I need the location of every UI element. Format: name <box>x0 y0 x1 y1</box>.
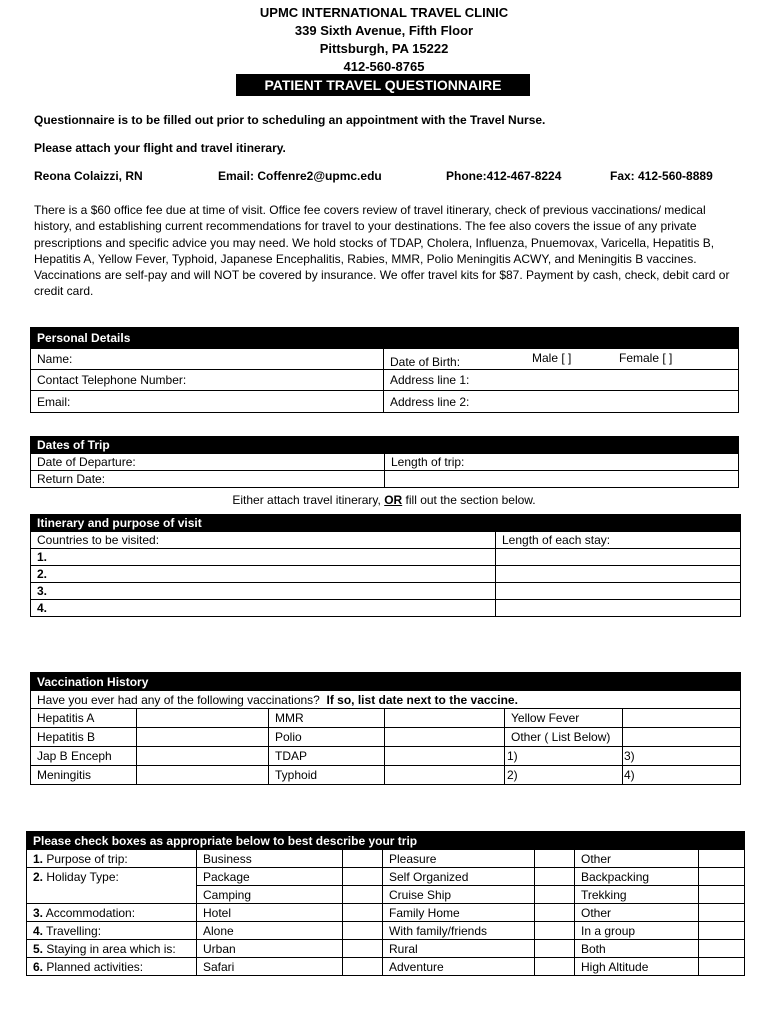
option-urban: Urban <box>197 940 343 958</box>
row-label: Holiday Type: <box>43 869 119 884</box>
vaccine-date-cell[interactable] <box>137 766 269 785</box>
checkbox-rural[interactable] <box>535 940 575 958</box>
planned-activities-label <box>27 958 197 976</box>
option-cruise-ship: Cruise Ship <box>383 886 535 904</box>
vaccine-date-cell[interactable] <box>385 709 505 728</box>
checkbox-business[interactable] <box>343 850 383 868</box>
stay-row-3[interactable] <box>496 583 741 600</box>
vaccine-date-cell[interactable] <box>137 747 269 766</box>
checkbox-cruise-ship[interactable] <box>535 886 575 904</box>
option-adventure: Adventure <box>383 958 535 976</box>
holiday-type-label-continued <box>27 886 197 904</box>
countries-header: Countries to be visited: <box>31 532 496 549</box>
blank-cell <box>385 471 739 488</box>
country-row-1[interactable]: 1. <box>31 549 496 566</box>
name-field[interactable]: Name: <box>31 349 384 370</box>
personal-details-heading: Personal Details <box>31 328 739 349</box>
trip-length-field[interactable]: Length of trip: <box>385 454 739 471</box>
length-stay-header: Length of each stay: <box>496 532 741 549</box>
checkbox-trekking[interactable] <box>699 886 745 904</box>
other-vaccine-1[interactable]: 1) <box>505 747 623 766</box>
vaccine-mmr: MMR <box>269 709 385 728</box>
checkbox-backpacking[interactable] <box>699 868 745 886</box>
address-line1-field[interactable]: Address line 1: <box>384 370 739 391</box>
checkbox-alone[interactable] <box>343 922 383 940</box>
note-text-before: Either attach travel itinerary, <box>232 493 385 507</box>
option-camping: Camping <box>197 886 343 904</box>
clinic-address-line1: 339 Sixth Avenue, Fifth Floor <box>294 23 474 38</box>
holiday-type-label <box>27 868 197 886</box>
dob-label: Date of Birth: <box>390 355 461 369</box>
vaccination-question <box>31 691 741 709</box>
row-number: 5. <box>33 941 44 956</box>
vaccine-polio: Polio <box>269 728 385 747</box>
country-row-3[interactable]: 3. <box>31 583 496 600</box>
option-high-altitude: High Altitude <box>575 958 699 976</box>
accommodation-label <box>27 904 197 922</box>
other-vaccine-4[interactable]: 4) <box>623 766 741 785</box>
stay-row-4[interactable] <box>496 600 741 617</box>
vaccination-question-bold: If so, list date next to the vaccine. <box>326 692 518 707</box>
option-hotel: Hotel <box>197 904 343 922</box>
email-field[interactable]: Email: <box>31 391 384 413</box>
dob-field[interactable] <box>384 349 739 370</box>
option-other-purpose: Other <box>575 850 699 868</box>
option-backpacking: Backpacking <box>575 868 699 886</box>
other-vaccine-2[interactable]: 2) <box>505 766 623 785</box>
itinerary-note <box>0 493 768 507</box>
nurse-name: Reona Colaizzi, RN <box>34 169 143 183</box>
nurse-email[interactable]: Email: Coffenre2@upmc.edu <box>218 169 382 183</box>
row-label: Purpose of trip: <box>43 851 128 866</box>
vaccine-typhoid: Typhoid <box>269 766 385 785</box>
nurse-fax: Fax: 412-560-8889 <box>610 169 713 183</box>
row-label: Accommodation: <box>43 905 136 920</box>
checkbox-high-altitude[interactable] <box>699 958 745 976</box>
option-both: Both <box>575 940 699 958</box>
nurse-phone: Phone:412-467-8224 <box>446 169 562 183</box>
vaccine-meningitis: Meningitis <box>31 766 137 785</box>
option-business: Business <box>197 850 343 868</box>
staying-area-label <box>27 940 197 958</box>
fee-information-paragraph: There is a $60 office fee due at time of visit. Office fee covers review of travel itinerary, check of previous vaccinations/ medical history, and establishing current recommendations for travel to your destinations. The fee also covers the issue of any private prescriptions and specific advice you may need. We hold stocks of TDAP, Cholera, Influenza, Pnuemovax, Varicella, Hepatitis B, Hepatitis A, Yellow Fever, Typhoid, Japanese Encephalitis, Rabies, MMR, Polio Meningitis ACWY, and Meningitis B vaccines. Vaccinations are self-pay and will NOT be covered by insurance. We offer travel kits for $87. Payment by cash, check, debit card or credit card. <box>34 203 730 299</box>
option-package: Package <box>197 868 343 886</box>
option-pleasure: Pleasure <box>383 850 535 868</box>
vaccine-date-cell[interactable] <box>385 747 505 766</box>
vaccine-date-cell[interactable] <box>137 728 269 747</box>
vaccine-date-cell[interactable] <box>137 709 269 728</box>
country-row-4[interactable]: 4. <box>31 600 496 617</box>
trip-description-table <box>26 831 745 976</box>
vaccine-tdap: TDAP <box>269 747 385 766</box>
option-alone: Alone <box>197 922 343 940</box>
departure-date-field[interactable]: Date of Departure: <box>31 454 385 471</box>
row-label: Travelling: <box>43 923 102 938</box>
nurse-contact-row <box>34 169 734 185</box>
vaccine-yellow-fever: Yellow Fever <box>505 709 623 728</box>
travelling-label <box>27 922 197 940</box>
row-label: Planned activities: <box>43 959 144 974</box>
other-vaccine-3[interactable]: 3) <box>623 747 741 766</box>
male-checkbox[interactable]: Male [ ] <box>532 351 572 365</box>
checkbox-package[interactable] <box>343 868 383 886</box>
option-in-a-group: In a group <box>575 922 699 940</box>
vaccine-jap-b-enceph: Jap B Enceph <box>31 747 137 766</box>
option-rural: Rural <box>383 940 535 958</box>
checkbox-self-organized[interactable] <box>535 868 575 886</box>
checkbox-other-accommodation[interactable] <box>699 904 745 922</box>
vaccination-history-table <box>30 672 741 785</box>
checkbox-both[interactable] <box>699 940 745 958</box>
personal-details-table <box>30 327 739 413</box>
row-number: 1. <box>33 851 44 866</box>
option-self-organized: Self Organized <box>383 868 535 886</box>
itinerary-table <box>30 514 741 617</box>
clinic-header <box>0 4 768 76</box>
return-date-field[interactable]: Return Date: <box>31 471 385 488</box>
country-row-2[interactable]: 2. <box>31 566 496 583</box>
checkbox-pleasure[interactable] <box>535 850 575 868</box>
vaccine-date-cell[interactable] <box>385 728 505 747</box>
instruction-line-2: Please attach your flight and travel itinerary. <box>34 141 286 155</box>
vaccine-date-cell[interactable] <box>623 728 741 747</box>
form-title: PATIENT TRAVEL QUESTIONNAIRE <box>236 74 530 96</box>
row-number: 6. <box>33 959 44 974</box>
stay-row-2[interactable] <box>496 566 741 583</box>
female-checkbox[interactable]: Female [ ] <box>619 351 673 365</box>
note-or: OR <box>384 493 403 507</box>
row-label: Staying in area which is: <box>43 941 176 956</box>
address-line2-field[interactable]: Address line 2: <box>384 391 739 413</box>
checkbox-other-purpose[interactable] <box>699 850 745 868</box>
stay-row-1[interactable] <box>496 549 741 566</box>
checkbox-urban[interactable] <box>343 940 383 958</box>
option-other-accommodation: Other <box>575 904 699 922</box>
option-with-family-friends: With family/friends <box>383 922 535 940</box>
note-text-after: fill out the section below. <box>402 493 536 507</box>
vaccine-other: Other ( List Below) <box>505 728 623 747</box>
checkbox-with-family-friends[interactable] <box>535 922 575 940</box>
dates-of-trip-table <box>30 436 739 488</box>
itinerary-heading: Itinerary and purpose of visit <box>31 515 741 532</box>
clinic-phone: 412-560-8765 <box>343 59 425 74</box>
vaccination-heading: Vaccination History <box>31 673 741 691</box>
vaccine-date-cell[interactable] <box>385 766 505 785</box>
vaccine-date-cell[interactable] <box>623 709 741 728</box>
checkbox-hotel[interactable] <box>343 904 383 922</box>
contact-phone-field[interactable]: Contact Telephone Number: <box>31 370 384 391</box>
dates-of-trip-heading: Dates of Trip <box>31 437 739 454</box>
checkbox-camping[interactable] <box>343 886 383 904</box>
checkbox-safari[interactable] <box>343 958 383 976</box>
checkbox-family-home[interactable] <box>535 904 575 922</box>
option-safari: Safari <box>197 958 343 976</box>
checkbox-adventure[interactable] <box>535 958 575 976</box>
vaccination-question-text: Have you ever had any of the following vaccinations? <box>37 692 327 707</box>
vaccine-hepatitis-a: Hepatitis A <box>31 709 137 728</box>
option-family-home: Family Home <box>383 904 535 922</box>
row-number: 2. <box>33 869 44 884</box>
purpose-of-trip-label <box>27 850 197 868</box>
vaccine-hepatitis-b: Hepatitis B <box>31 728 137 747</box>
row-number: 4. <box>33 923 44 938</box>
trip-description-heading: Please check boxes as appropriate below to best describe your trip <box>27 832 745 850</box>
instruction-line-1: Questionnaire is to be filled out prior to scheduling an appointment with the Travel Nurse. <box>34 113 546 127</box>
row-number: 3. <box>33 905 44 920</box>
clinic-name: UPMC INTERNATIONAL TRAVEL CLINIC <box>259 5 509 20</box>
option-trekking: Trekking <box>575 886 699 904</box>
checkbox-in-a-group[interactable] <box>699 922 745 940</box>
clinic-address-line2: Pittsburgh, PA 15222 <box>319 41 449 56</box>
